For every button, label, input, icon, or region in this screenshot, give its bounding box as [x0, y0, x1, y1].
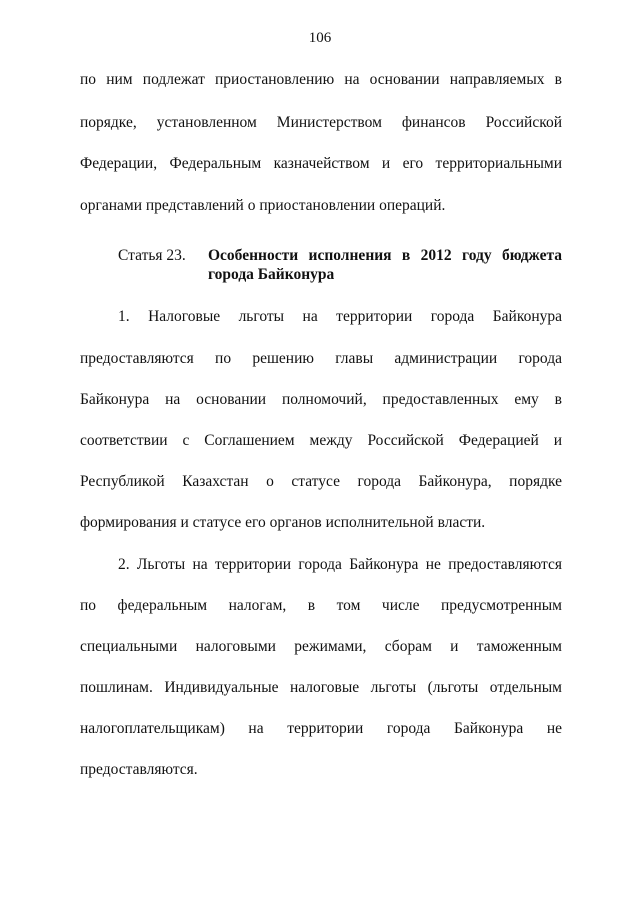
paragraph2-line-1: 2. Льготы на территории города Байконура не предоставляются	[118, 556, 562, 573]
paragraph1-line-3: Байконура на основании полномочий, предоставленных ему в	[80, 391, 562, 408]
intro-line-1: по ним подлежат приостановлению на основании направляемых в	[80, 71, 562, 88]
intro-line-4: органами представлений о приостановлении операций.	[80, 197, 446, 214]
intro-line-3: Федерации, Федеральным казначейством и его территориальными	[80, 155, 562, 172]
article-label: Статья 23.	[118, 247, 186, 264]
paragraph2-line-6: предоставляются.	[80, 761, 198, 778]
paragraph1-line-6: формирования и статусе его органов исполнительной власти.	[80, 514, 486, 531]
paragraph1-line-5: Республикой Казахстан о статусе города Байконура, порядке	[80, 473, 562, 490]
paragraph2-line-5: налогоплательщикам) на территории города Байконура не	[80, 720, 562, 737]
paragraph2-line-4: пошлинам. Индивидуальные налоговые льготы (льготы отдельным	[80, 679, 562, 696]
article-title: Особенности исполнения в 2012 году бюджета города Байконура	[208, 247, 562, 283]
paragraph1-line-1: 1. Налоговые льготы на территории города Байконура	[118, 308, 562, 325]
paragraph1-line-4: соответствии с Соглашением между Российской Федерацией и	[80, 432, 562, 449]
page-number: 106	[308, 30, 332, 46]
paragraph2-line-2: по федеральным налогам, в том числе предусмотренным	[80, 597, 562, 614]
intro-line-2: порядке, установленном Министерством финансов Российской	[80, 114, 562, 131]
paragraph1-line-2: предоставляются по решению главы администрации города	[80, 350, 562, 367]
paragraph2-line-3: специальными налоговыми режимами, сборам и таможенным	[80, 638, 562, 655]
